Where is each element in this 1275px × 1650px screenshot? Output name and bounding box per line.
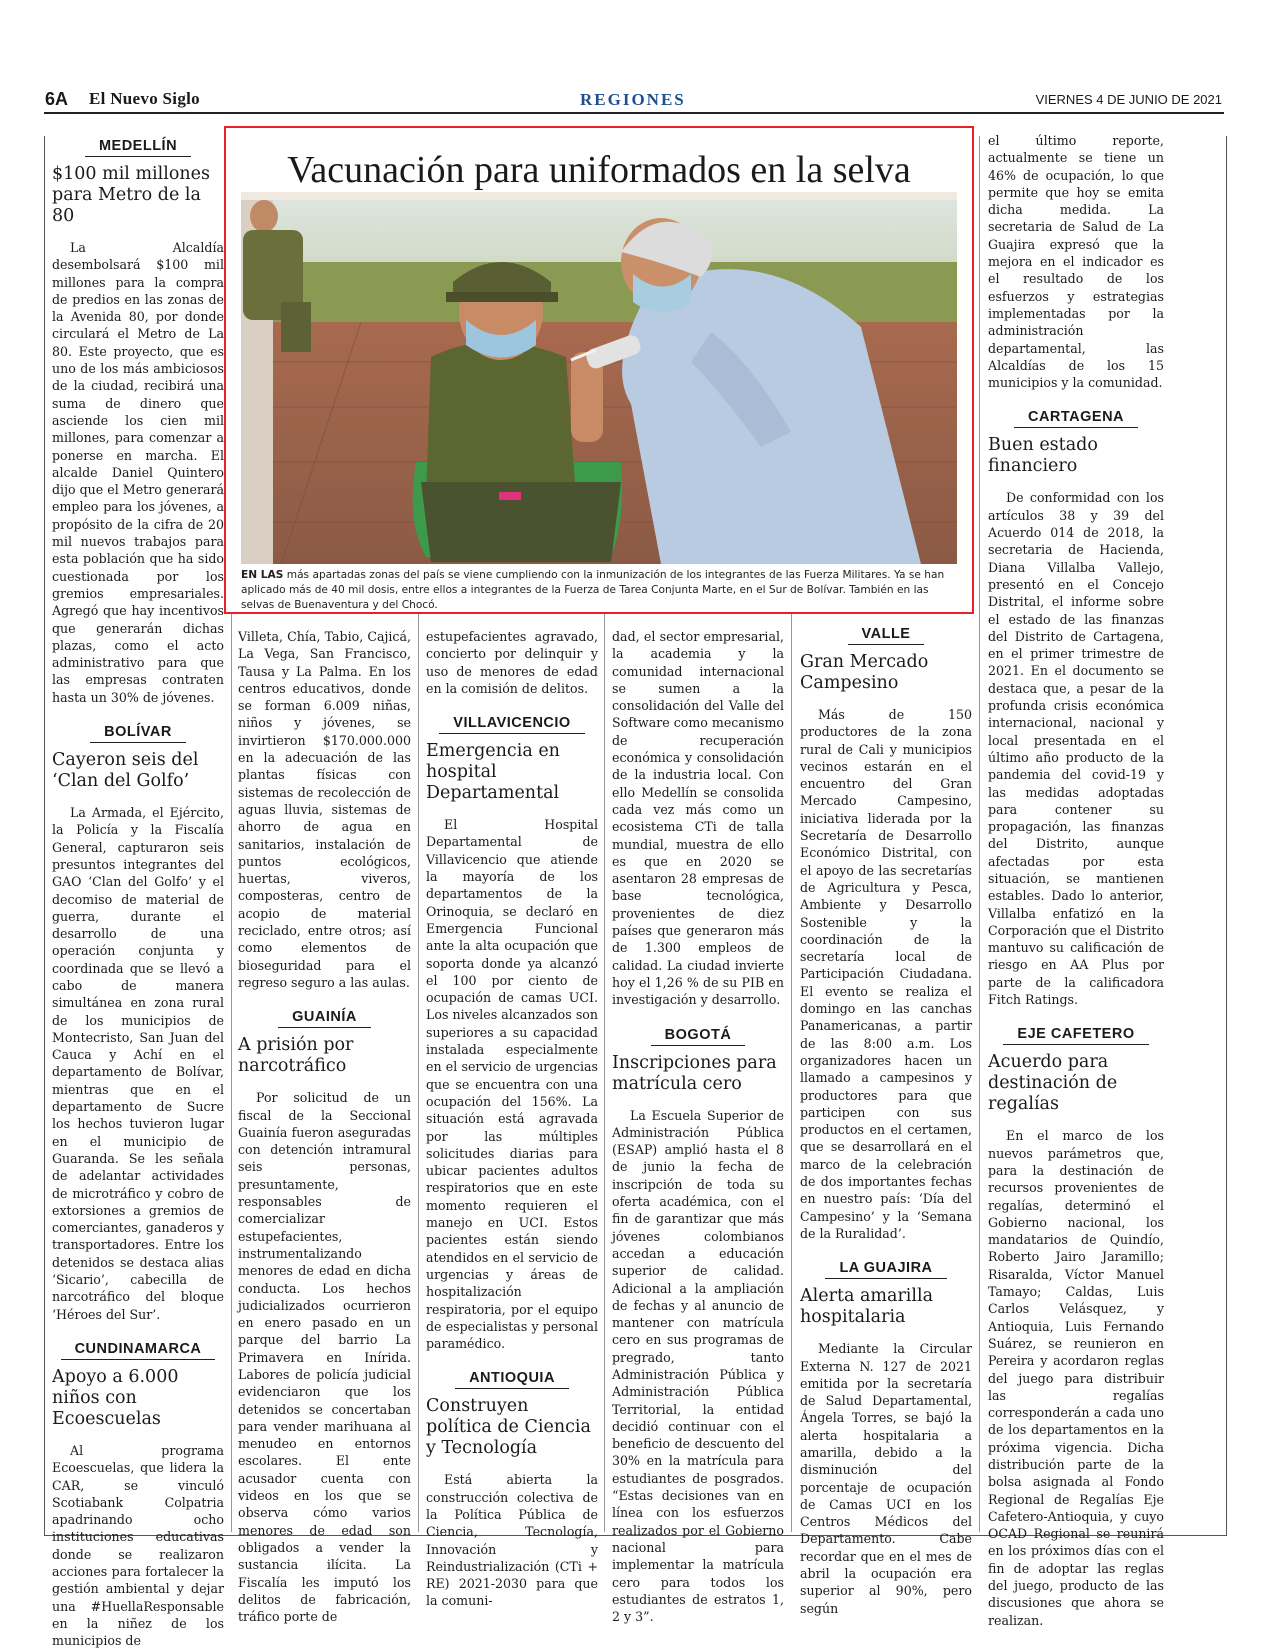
column-5 bbox=[800, 622, 972, 1616]
column-4 bbox=[612, 628, 784, 1625]
article-guajira-continued: el último reporte, actualmente se tiene un 46% de ocupación, lo que permite que hoy se emita dicha medida. La secretaria de Salud de La Guajira expresó que la mejora en el indicador es el resultado de los esfuerzos y estrategias implementadas por la administración departamental, las Alcaldías de los 15 municipios y la comunidad. bbox=[988, 133, 1164, 391]
column-rule bbox=[231, 612, 232, 1532]
vaccination-photo bbox=[241, 192, 957, 564]
article-guainia-continued: estupefacientes agravado, concierto por delinquir y uso de menores de edad en la comisión de delitos. bbox=[426, 629, 598, 696]
caption-lead: EN LAS bbox=[241, 569, 284, 581]
publication-name: El Nuevo Siglo bbox=[89, 89, 200, 108]
headline-bogota: Inscripciones para matrícula cero bbox=[612, 1052, 777, 1094]
section-tag-guainia: GUAINÍA bbox=[238, 1005, 411, 1025]
column-rule bbox=[979, 136, 980, 1532]
page-number: 6A bbox=[45, 89, 69, 109]
headline-bolivar: Cayeron seis del ‘Clan del Golfo’ bbox=[52, 750, 199, 792]
article-antioquia: Está abierta la construcción colectiva de la Política Pública de Ciencia, Tecnología, Innovación y Reindustrialización (CTi + RE) 2021-2030 para que la comuni- bbox=[426, 1472, 598, 1609]
section-tag-valle: VALLE bbox=[800, 622, 972, 642]
article-villavicencio: El Hospital Departamental de Villavicencio que atiende la mayoría de los departamentos de la Orinoquia, se declaró en Emergencia Funcional ante la alta ocupación que soporta donde ya alcanzó el 100 por ciento de ocupación de camas UCI. Los niveles alcanzados son superiores a su capacidad instalada especialmente en el servicio de urgencias que se encuentra con una ocupación del 156%. La situación está agravada por las múltiples solicitudes diarias para ubicar pacientes adultos respiratorios que en este momento requieren el manejo en UCI. Estos pacientes están siendo atendidos en el servicio de urgencias y áreas de hospitalización respiratoria, por el equipo de especialistas y personal paramédico. bbox=[426, 817, 598, 1352]
headline-guainia: A prisión por narcotráfico bbox=[238, 1035, 354, 1077]
article-valle: Más de 150 productores de la zona rural de Cali y municipios vecinos estarán en el encuentro del Gran Mercado Campesino, iniciativa liderada por la Secretaría de Desarrollo Económico Distrital, con el apoyo de las secretarías de Agricultura y Pesca, Ambiente y Desarrollo Sostenible y la coordinación de la secretaría local de Participación Ciudadana. El evento se realiza el domingo en las canchas Panamericanas, a partir de las 8:00 a.m. Los organizadores hacen un llamado a campesinos y productores para que participen con sus productos en el certamen, que se desarrollará en el marco de la celebración de dos importantes fechas en nuestro país: ‘Día del Campesino’ y la ‘Semana de la Ruralidad’. bbox=[800, 707, 972, 1241]
headline-valle: Gran Mercado Campesino bbox=[800, 652, 929, 693]
article-bolivar: La Armada, el Ejército, la Policía y la Fiscalía General, capturaron seis presuntos integrantes del GAO ‘Clan del Golfo’ y el decomiso de material de guerra, durante el desarrollo de una operación conjunta y coordinada que se llevó a cabo de manera simultánea en zona rural de los municipios de Montecristo, San Juan del Cauca y Achí en el departamento de Bolívar, mientras que en el departamento de Sucre los hechos tuvieron lugar en el municipio de Guaranda. Se les señala de adelantar actividades de microtráfico y cobro de extorsiones a gremios de comerciantes, ganaderos y transportadores. Entre los detenidos se destaca alias ‘Sicario’, cabecilla de narcotráfico del bloque ‘Héroes del Sur’. bbox=[52, 805, 224, 1322]
headline-villavicencio: Emergencia en hospital Departamental bbox=[426, 741, 560, 804]
headline-antioquia: Construyen política de Ciencia y Tecnología bbox=[426, 1396, 591, 1459]
frame-right bbox=[1226, 136, 1227, 1536]
headline-medellin: $100 mil millones para Metro de la 80 bbox=[52, 164, 210, 226]
section-tag-cartagena: CARTAGENA bbox=[988, 405, 1164, 425]
section-name: REGIONES bbox=[580, 90, 686, 109]
section-tag-bogota: BOGOTÁ bbox=[612, 1023, 784, 1043]
issue-date: VIERNES 4 DE JUNIO DE 2021 bbox=[1035, 92, 1222, 107]
column-3 bbox=[426, 628, 598, 1609]
column-6 bbox=[988, 132, 1164, 1628]
frame-left bbox=[44, 136, 45, 1536]
column-2 bbox=[238, 628, 411, 1625]
section-tag-antioquia: ANTIOQUIA bbox=[426, 1366, 598, 1386]
headline-cartagena: Buen estado financiero bbox=[988, 435, 1098, 477]
section-tag-villavicencio: VILLAVICENCIO bbox=[426, 711, 598, 731]
article-cartagena: De conformidad con los artículos 38 y 39 del Acuerdo 014 de 2018, la secretaria de Hacienda, Diana Villalba Vallejo, presentó en el Concejo Distrital, el informe sobre el estado de las finanzas del Distrito de Cartagena, en el primer trimestre de 2021. En el documento se destaca que, a pesar de la profunda crisis económica internacional, nacional y local presentada en el último año producto de la pandemia del covid-19 y las medidas adoptadas para contener su propagación, las finanzas del Distrito, aunque afectadas por esta situación, se mantienen estables. Dado lo anterior, Villalba enfatizó en la Corporación que el Distrito mantuvo su calificación de riesgo en AA Plus por parte de la calificadora Fitch Ratings. bbox=[988, 490, 1164, 1008]
feature-box bbox=[224, 126, 974, 614]
article-antioquia-continued: dad, el sector empresarial, la academia y la comunidad internacional se sumen a la consolidación del Valle del Software como mecanismo de recuperación económica y consolidación de la industria local. Con ello Medellín se consolida cada vez más como un ecosistema CTi de talla mundial, muestra de ello es que en 2020 se asentaron 28 empresas de base tecnológica, provenientes de diez países que generaron más de 1.300 empleos de calidad. La ciudad invierte hoy el 1,26 % de su PIB en investigación y desarrollo. bbox=[612, 629, 784, 1008]
column-rule bbox=[418, 612, 419, 1532]
article-guajira: Mediante la Circular Externa N. 127 de 2021 emitida por la secretaría de Salud Departamental, Ángela Torres, se bajó la alerta hospitalaria a amarilla, debido a la disminución del porcentaje de ocupación de Camas UCI en los Centros Médicos del Departamento. Cabe recordar que en el mes de abril la ocupación era superior al 90%, pero según bbox=[800, 1341, 972, 1616]
section-tag-guajira: LA GUAJIRA bbox=[800, 1256, 972, 1276]
article-cundinamarca-continued: Villeta, Chía, Tabio, Cajicá, La Vega, San Francisco, Tausa y La Palma. En los centros educativos, donde se forman 6.009 niñas, niños y jóvenes, se invirtieron $170.000.000 en la adecuación de las plantas físicas con sistemas de recolección de aguas lluvia, sistemas de ahorro de agua en sanitarios, instalación de puntos ecológicos, huertas, viveros, composteras, centro de acopio de material reciclado, entre otros; así como elementos de bioseguridad para el regreso seguro a las aulas. bbox=[238, 629, 411, 990]
feature-title: Vacunación para uniformados en la selva bbox=[287, 149, 911, 191]
section-tag-bolivar: BOLÍVAR bbox=[52, 720, 224, 740]
column-1 bbox=[52, 134, 224, 1649]
vaccination-illustration bbox=[241, 192, 957, 564]
article-guainia: Por solicitud de un fiscal de la Seccional Guainía fueron aseguradas con detención intramural seis personas, presuntamente, responsables de comercializar estupefacientes, instrumentalizando menores de edad en dicha conducta. Los hechos judicializados ocurrieron en enero pasado en un parque del barrio La Primavera en Inírida. Labores de policía judicial evidenciaron que los detenidos se concertaban para vender marihuana al menudeo en entornos escolares. El ente acusador cuenta con videos en los que se observa cómo varios menores de edad son obligados a vender la sustancia ilícita. La Fiscalía les imputó los delitos de fabricación, tráfico porte de bbox=[238, 1090, 411, 1625]
headline-eje-cafetero: Acuerdo para destinación de regalías bbox=[988, 1052, 1118, 1115]
header-rule bbox=[44, 112, 1224, 114]
photo-caption bbox=[241, 568, 957, 613]
column-rule bbox=[604, 612, 605, 1532]
section-tag-eje-cafetero: EJE CAFETERO bbox=[988, 1022, 1164, 1042]
headline-cundinamarca: Apoyo a 6.000 niños con Ecoescuelas bbox=[52, 1366, 179, 1429]
section-tag-cundinamarca: CUNDINAMARCA bbox=[52, 1337, 224, 1357]
section-tag-medellin: MEDELLÍN bbox=[52, 134, 224, 154]
column-rule bbox=[791, 612, 792, 1532]
article-eje-cafetero: En el marco de los nuevos parámetros que, para la destinación de recursos provenientes de regalías, determinó el Gobierno nacional, los mandatarios de Quindío, Roberto Jairo Jaramillo; Risaralda, Víctor Manuel Tamayo; Caldas, Luis Carlos Velásquez, y Antioquia, Luis Fernando Suárez, se reunieron en Pereira y acordaron reglas del juego para distribuir las regalías corresponderán a cada uno de los departamentos en la próxima vigencia. Dicha distribución parte de la bolsa asignada al Fondo Regional de Regalías Eje Cafetero-Antioquia, y cuyo OCAD Regional se reunirá en los próximos días con el fin de adoptar las reglas del juego, producto de las discusiones que ahora se realizan. bbox=[988, 1128, 1164, 1628]
article-bogota: La Escuela Superior de Administración Pública (ESAP) amplió hasta el 8 de junio la fecha de inscripción de toda su oferta académica, con el fin de garantizar que más jóvenes colombianos accedan a educación superior de calidad. Adicional a la ampliación de fechas y al anuncio de mantener con matrícula cero en sus programas de pregrado, tanto Administración Pública y Administración Pública Territorial, la entidad decidió continuar con el beneficio de descuento del 30% en la matrícula para estudiantes de posgrados. “Estas decisiones van en línea con los esfuerzos realizados por el Gobierno nacional para implementar la matrícula cero para todos los estudiantes de estratos 1, 2 y 3”. bbox=[612, 1107, 784, 1625]
caption-text: más apartadas zonas del país se viene cumpliendo con la inmunización de los integrantes de las Fuerza Militares. Ya se han aplicado más de 40 mil dosis, entre ellos a integrantes de la Fuerza de Tarea Conjunta Marte, en el Sur de Bolívar. También en las selvas de Buenaventura y del Chocó. bbox=[241, 569, 945, 611]
article-medellin: La Alcaldía desembolsará $100 mil millones para la compra de predios en las zonas de la Avenida 80, por donde circulará el Metro de La 80. Este proyecto, que es uno de los más ambiciosos de la ciudad, recibirá una suma de dinero que asciende los cien mil millones, para comenzar a ponerse en marcha. El alcalde Daniel Quintero dijo que el Metro generará empleo para los jóvenes, a propósito de la cifra de 20 mil nuevos trabajos para esta población que ha sido cuestionada por los gremios empresariales. Agregó que hay incentivos que generarán dichas plazas, como el acto administrativo para que las empresas contraten hasta un 30% de jóvenes. bbox=[52, 240, 224, 705]
headline-guajira: Alerta amarilla hospitalaria bbox=[800, 1286, 934, 1328]
article-cundinamarca: Al programa Ecoescuelas, que lidera la CAR, se vinculó Scotiabank Colpatria apadrinando ocho instituciones educativas donde se realizaron acciones para fortalecer la gestión ambiental y dejar una #HuellaResponsable en la niñez de los municipios de bbox=[52, 1442, 224, 1649]
